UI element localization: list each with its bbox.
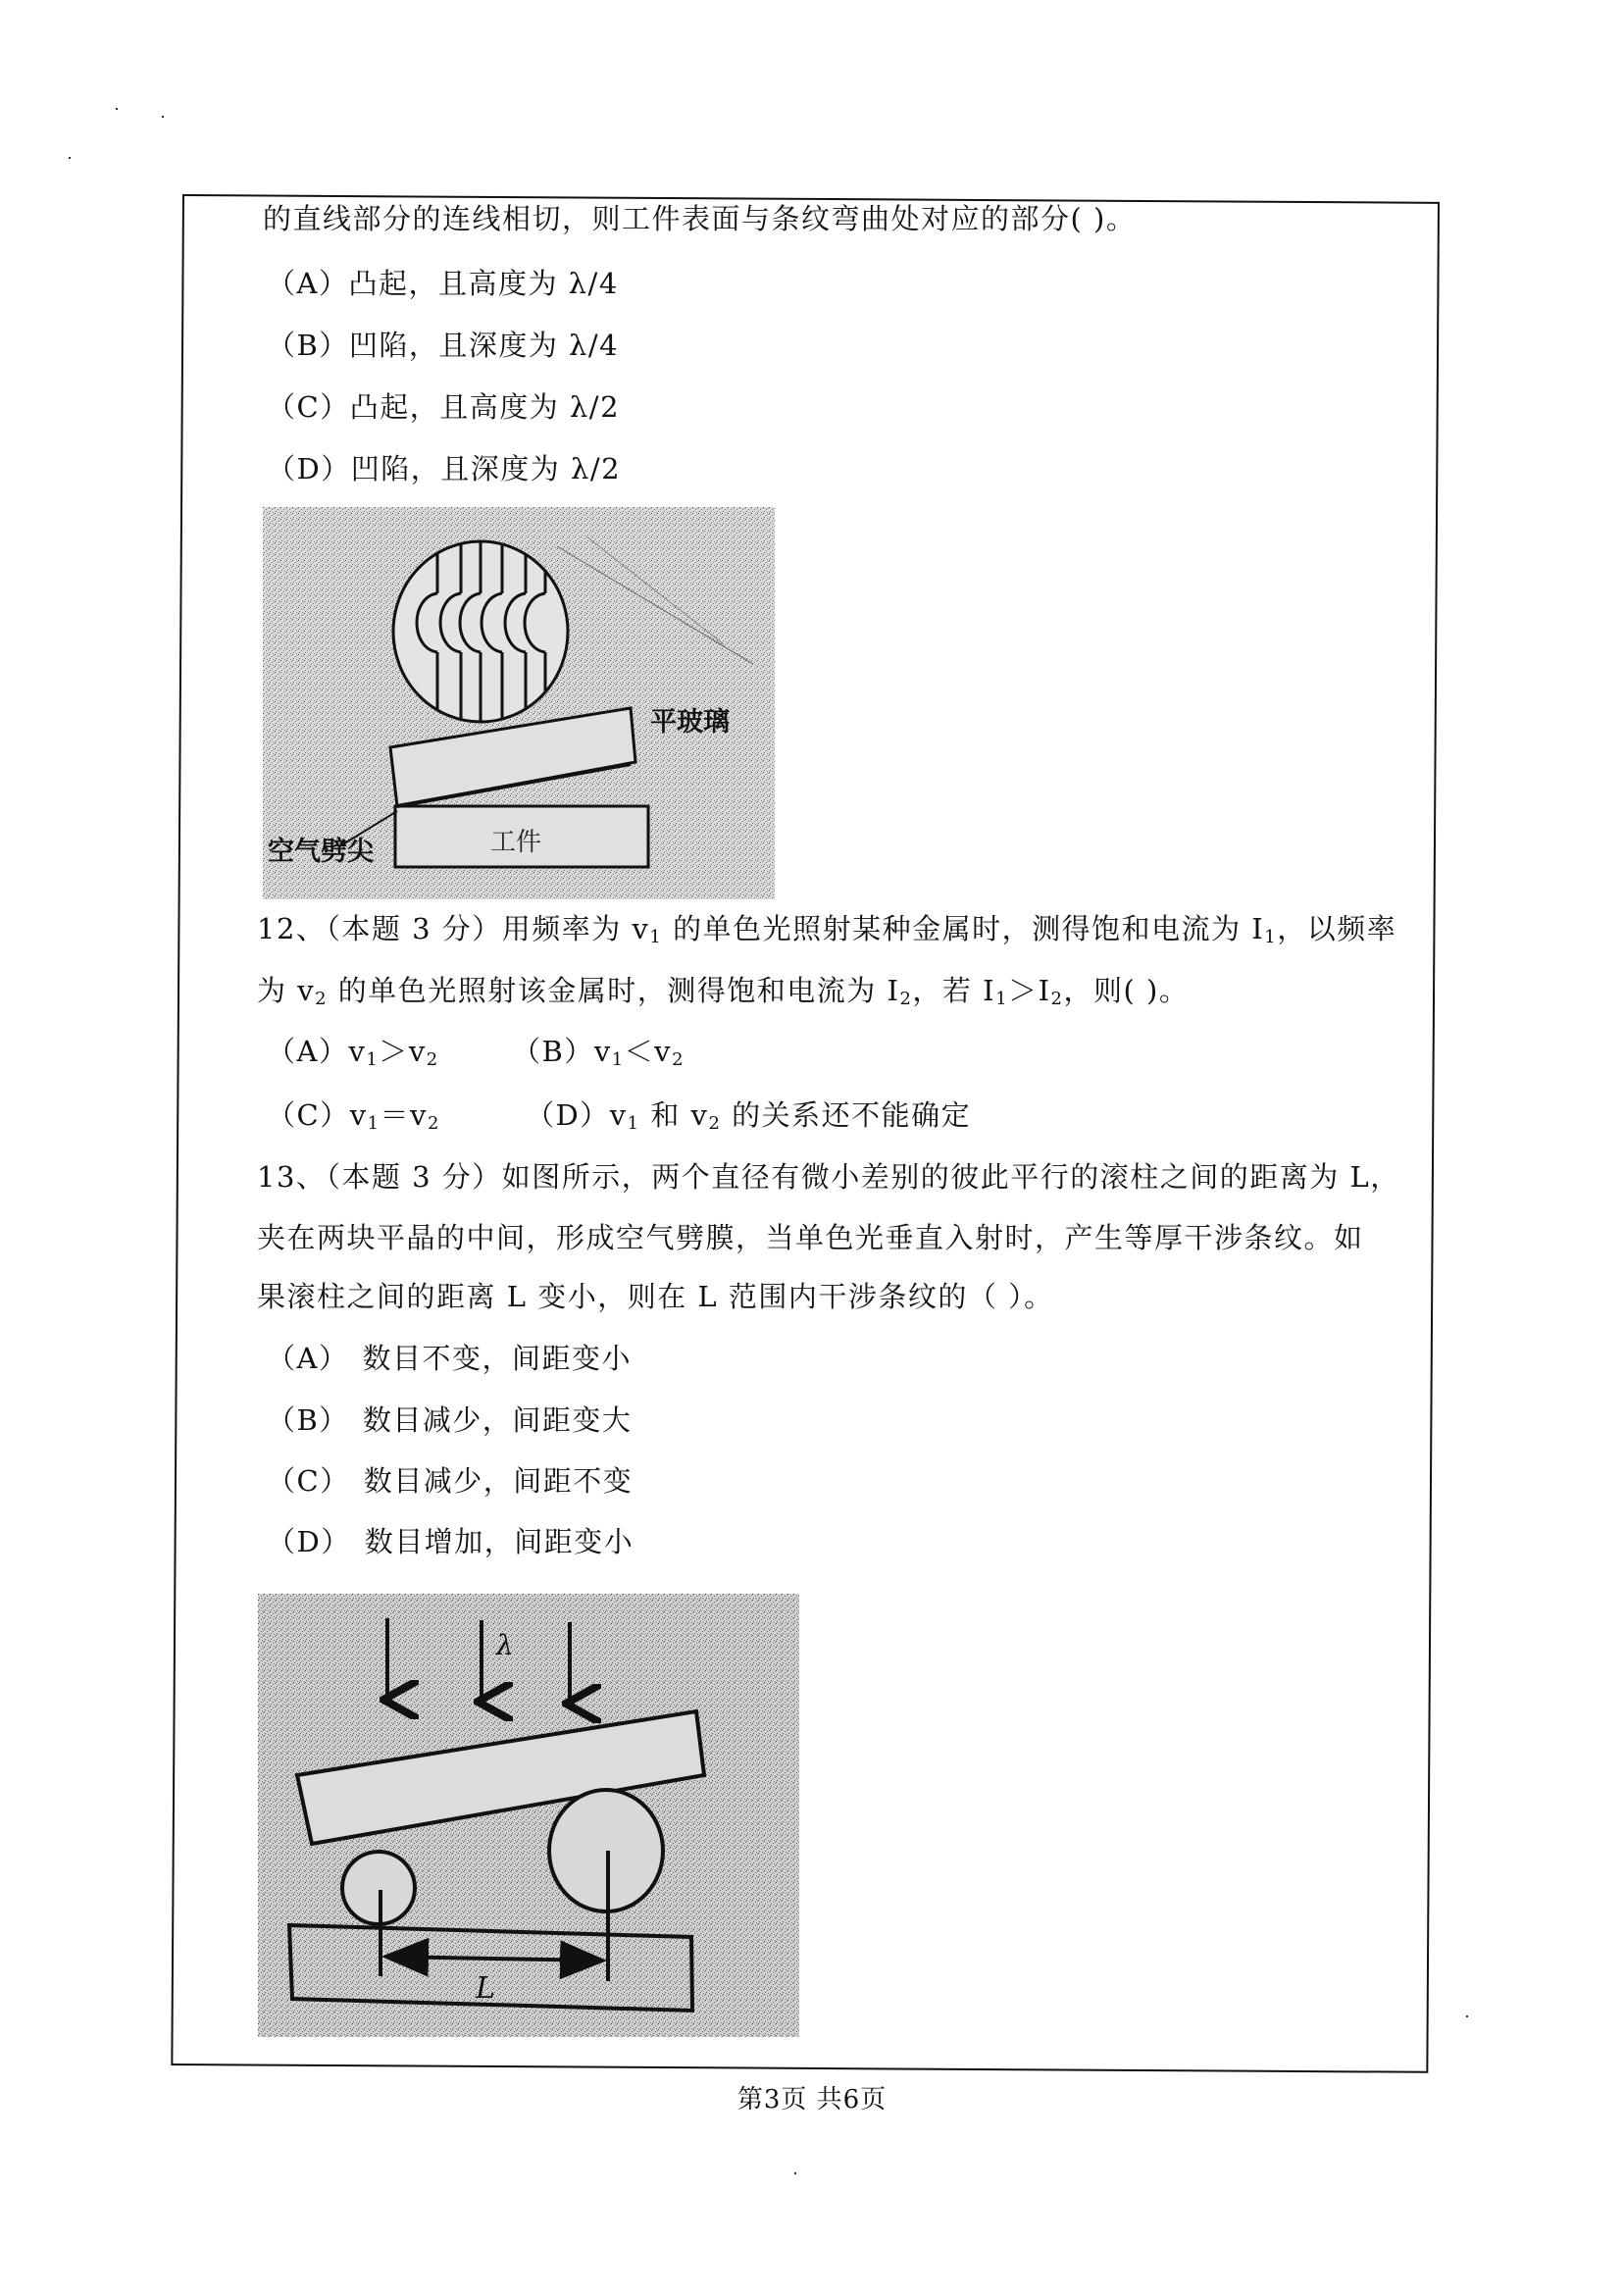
q13-option-a[interactable]	[267, 1342, 632, 1375]
wavelength-label: λ	[496, 1629, 514, 1661]
q13-option-c[interactable]	[267, 1464, 633, 1498]
q13-option-d[interactable]	[267, 1525, 634, 1558]
subscript: 1	[649, 927, 663, 947]
q12-stem-line2	[257, 974, 1189, 1007]
air-wedge-figure	[263, 507, 775, 899]
page-footer: 第3页 共6页	[736, 2085, 888, 2115]
option-text: 凸起，且高度为 λ/4	[348, 267, 619, 300]
wedge-label: 空气劈尖	[268, 837, 374, 867]
option-text: 数目减少，间距不变	[363, 1464, 634, 1498]
operator: ＞	[379, 1035, 409, 1068]
option-label: （A）	[267, 1342, 349, 1375]
rollers-figure	[258, 1594, 799, 2037]
subscript: 2	[426, 1049, 439, 1070]
question-points: （本题 3 分）	[326, 912, 502, 945]
option-label: （C）	[267, 1098, 350, 1132]
subscript: 2	[1050, 989, 1064, 1009]
scan-speck	[162, 116, 164, 118]
subscript: 1	[995, 989, 1009, 1009]
q12-stem-line1	[257, 912, 1396, 945]
q11-option-b[interactable]	[267, 329, 619, 362]
option-text: 数目减少，间距变大	[362, 1403, 633, 1437]
subscript: 2	[899, 989, 913, 1009]
subscript: 1	[1264, 927, 1278, 947]
option-text: 数目增加，间距变小	[364, 1525, 634, 1558]
scan-speck	[116, 108, 118, 110]
subscript: 1	[366, 1049, 380, 1070]
scan-speck	[794, 2172, 796, 2174]
q12-option-b[interactable]	[512, 1035, 685, 1068]
stem-text: ，则( )。	[1063, 974, 1190, 1007]
option-text: 凹陷，且深度为 λ/4	[348, 329, 620, 362]
option-label: （B）	[512, 1035, 594, 1068]
q12-option-d[interactable]	[526, 1098, 971, 1132]
option-label: （D）	[267, 452, 351, 485]
scan-speck	[1466, 2015, 1468, 2017]
option-text: 凸起，且高度为 λ/2	[349, 390, 621, 424]
glass-label: 平玻璃	[650, 707, 730, 738]
operator: ＝	[380, 1098, 411, 1132]
q13-stem-line2: 夹在两块平晶的中间，形成空气劈膜，当单色光垂直入射时，产生等厚干涉条纹。如	[257, 1221, 1364, 1254]
var: v	[410, 1098, 428, 1132]
q13-stem-line1: 13、（本题 3 分）如图所示，两个直径有微小差别的彼此平行的滚柱之间的距离为 L，	[257, 1160, 1400, 1194]
q11-option-d[interactable]	[267, 452, 621, 485]
option-label: （A）	[267, 267, 349, 300]
subscript: 2	[427, 1113, 440, 1134]
q12-option-a[interactable]	[267, 1035, 439, 1068]
subscript: 1	[367, 1113, 381, 1134]
option-text: 的关系还不能确定	[721, 1098, 972, 1132]
option-text: 和 v	[639, 1098, 709, 1132]
distance-label: L	[476, 1971, 495, 2006]
option-text: 数目不变，间距变小	[362, 1342, 632, 1375]
option-label: （C）	[267, 1464, 350, 1498]
stem-text: ＞I	[1008, 974, 1051, 1007]
var: v	[408, 1035, 427, 1068]
option-label: （B）	[267, 329, 349, 362]
var: v	[349, 1098, 368, 1132]
option-label: （B）	[267, 1403, 349, 1437]
question-number: 12、	[257, 912, 327, 945]
subscript: 2	[672, 1049, 685, 1070]
option-label: （C）	[267, 390, 350, 424]
subscript: 2	[708, 1113, 722, 1134]
stem-text: 用频率为 v	[501, 912, 650, 945]
operator: ＜	[624, 1035, 655, 1068]
subscript: 1	[627, 1113, 640, 1134]
option-label: （D）	[526, 1098, 610, 1132]
stem-text: ，以频率	[1277, 912, 1397, 945]
workpiece-label: 工件	[490, 828, 542, 857]
q13-option-b[interactable]	[267, 1403, 632, 1437]
subscript: 1	[611, 1049, 625, 1070]
stem-text: ，若 I	[912, 974, 996, 1007]
var: v	[609, 1098, 628, 1132]
q11-option-a[interactable]	[267, 267, 619, 300]
q11-option-c[interactable]	[267, 390, 620, 424]
var: v	[654, 1035, 673, 1068]
var: v	[348, 1035, 367, 1068]
option-label: （A）	[267, 1035, 349, 1068]
stem-text: 为 v	[257, 974, 316, 1007]
option-label: （D）	[267, 1525, 351, 1558]
stem-text: 的单色光照射某种金属时，测得饱和电流为 I	[662, 912, 1265, 945]
subscript: 2	[315, 989, 329, 1009]
q12-option-c[interactable]	[267, 1098, 440, 1132]
stem-text: 的单色光照射该金属时，测得饱和电流为 I	[328, 974, 900, 1007]
scan-speck	[69, 157, 71, 159]
q11-stem-tail: 的直线部分的连线相切，则工件表面与条纹弯曲处对应的部分( )。	[263, 202, 1137, 235]
var: v	[593, 1035, 612, 1068]
q13-stem-line3: 果滚柱之间的距离 L 变小，则在 L 范围内干涉条纹的（ ）。	[257, 1280, 1054, 1313]
option-text: 凹陷，且深度为 λ/2	[350, 452, 622, 485]
